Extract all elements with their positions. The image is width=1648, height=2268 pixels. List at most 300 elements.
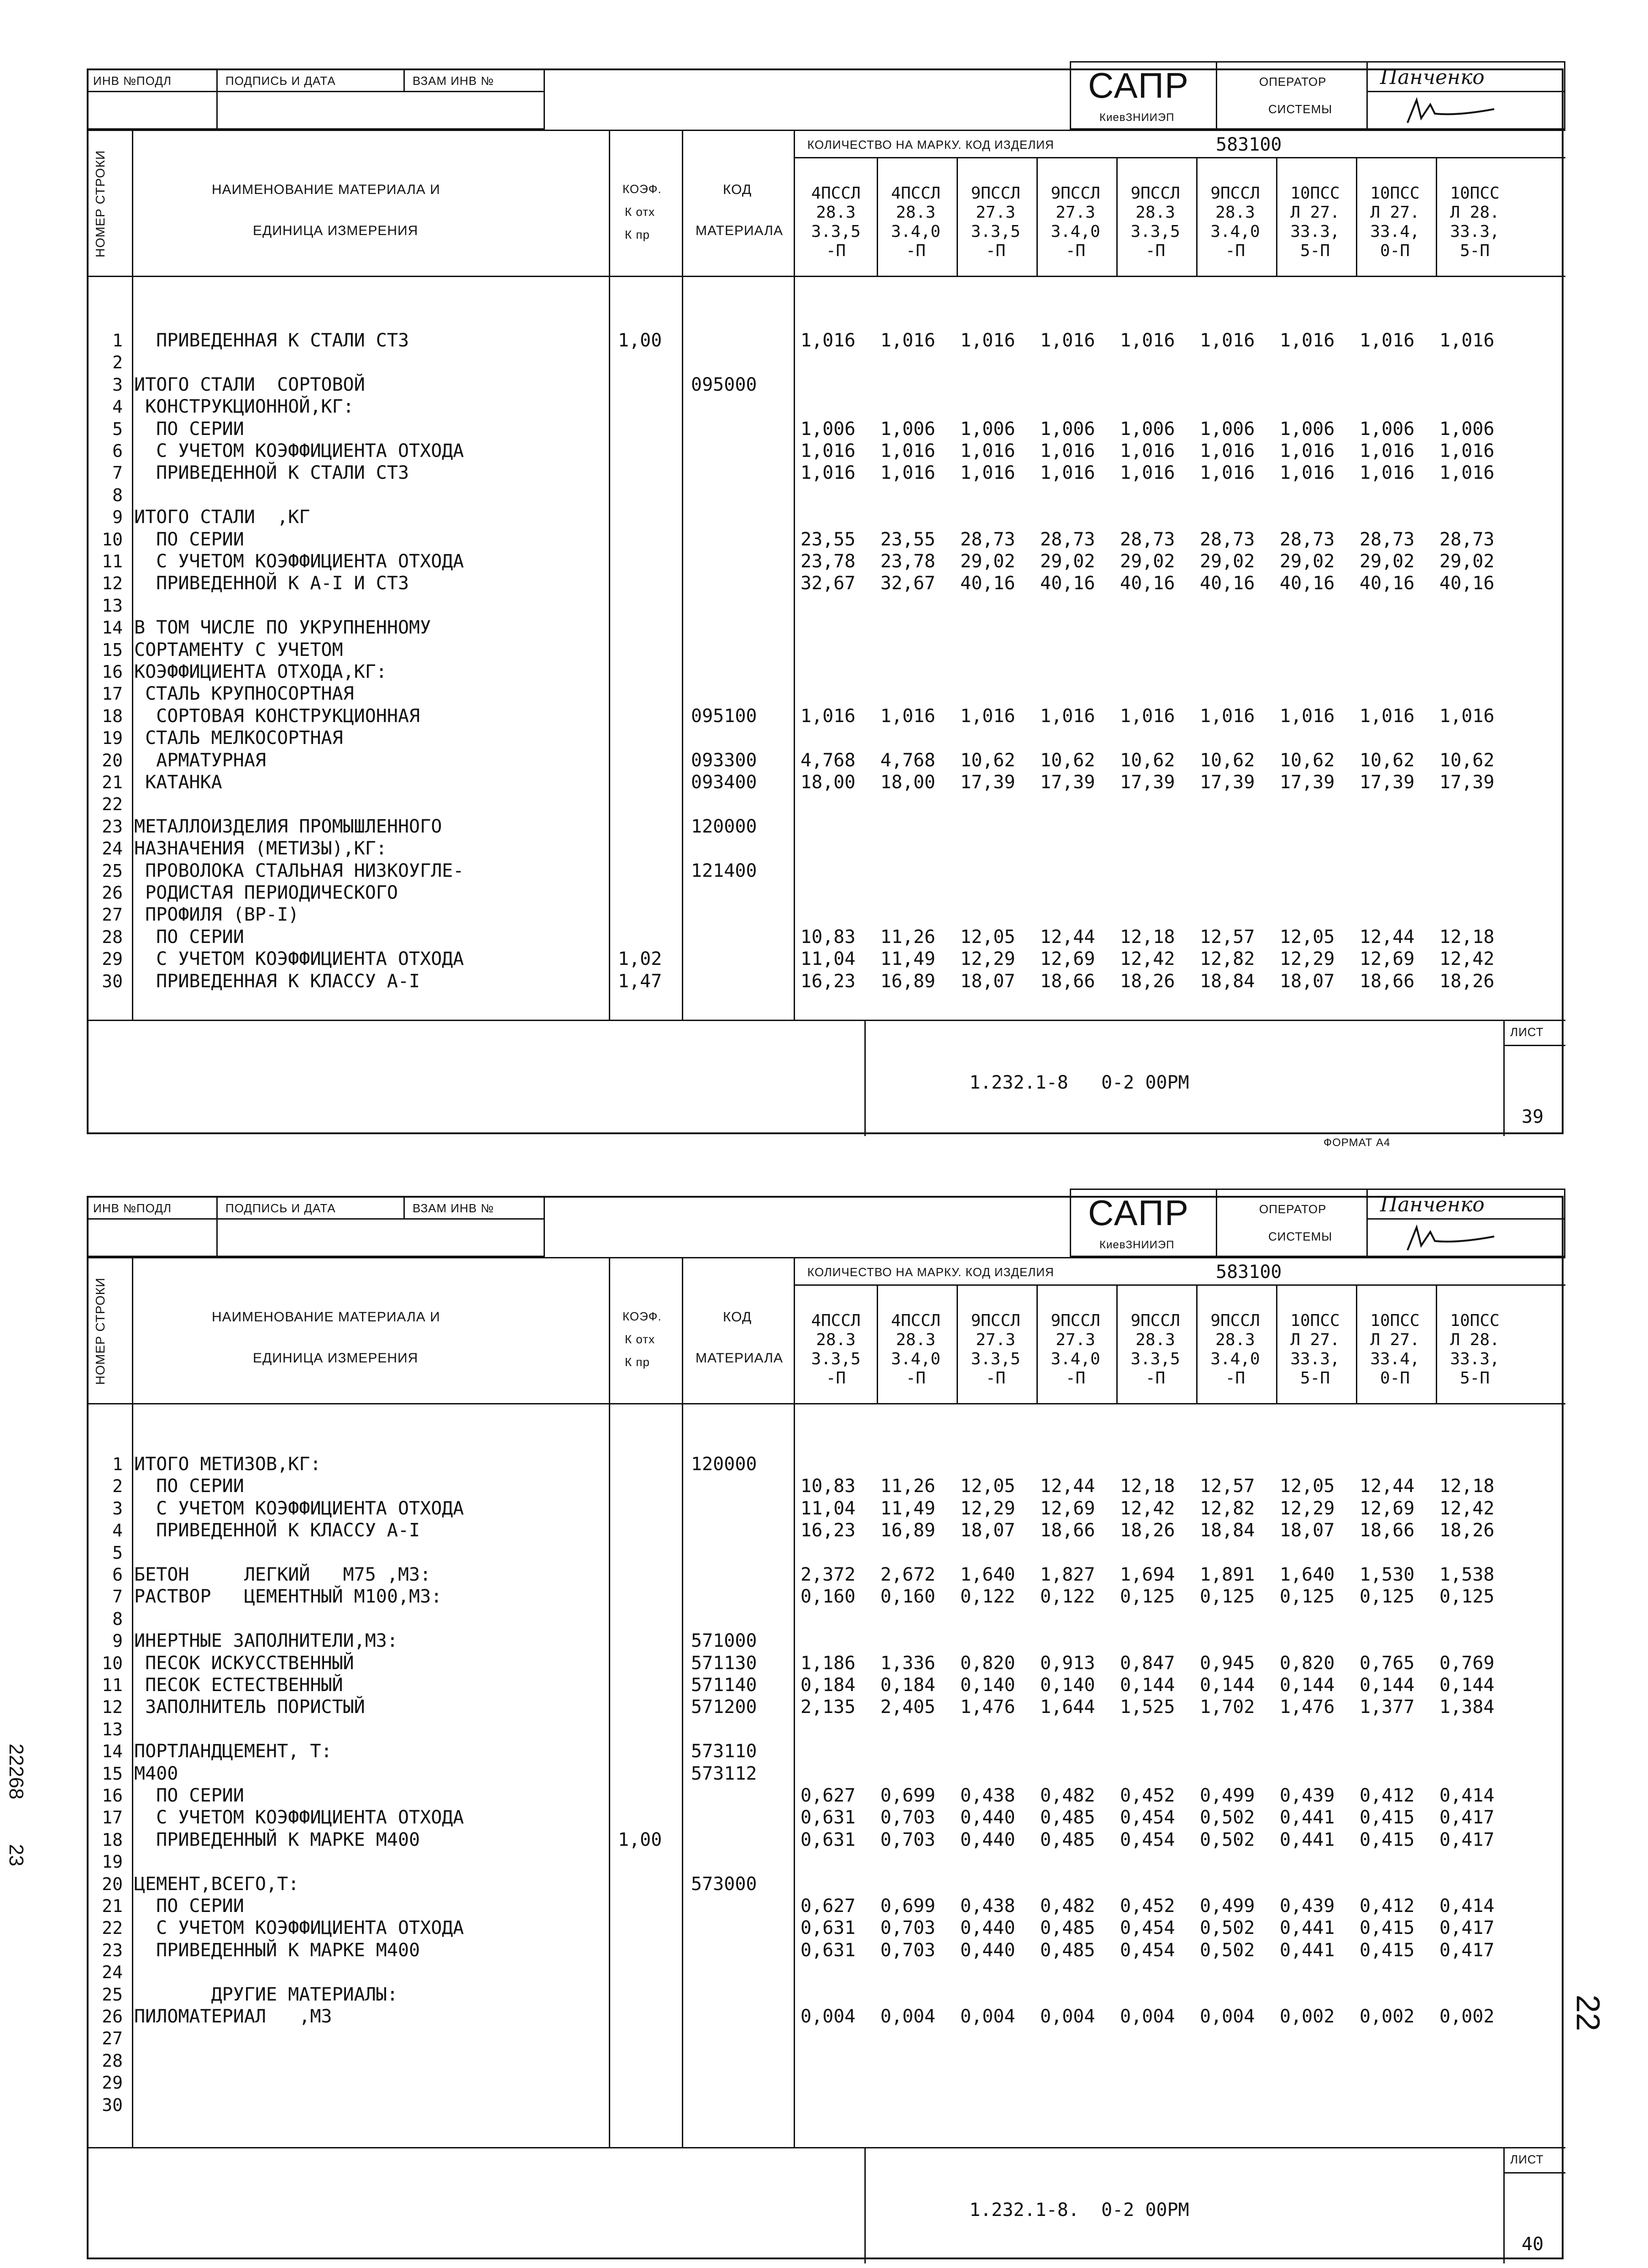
material-code: 573112 [691, 1763, 757, 1784]
quantity-value: 1,006 [880, 418, 936, 440]
product-column-header: 3.3,5 [1130, 1350, 1180, 1368]
quantity-value: 12,05 [960, 1476, 1015, 1497]
quantity-value: 12,29 [1280, 1498, 1335, 1519]
quantity-value: 0,699 [880, 1896, 936, 1917]
coef-header-2: К отх [625, 205, 655, 219]
row-number: 11 [102, 1675, 123, 1695]
product-column-header: 3.4,0 [1051, 222, 1100, 241]
material-header-2: ЕДИНИЦА ИЗМЕРЕНИЯ [253, 223, 419, 238]
row-number: 25 [102, 1984, 123, 2005]
product-column-header: -П [985, 241, 1006, 260]
quantity-value: 0,631 [800, 1807, 856, 1828]
quantity-value: 0,415 [1360, 1939, 1415, 1961]
row-number: 30 [102, 971, 123, 991]
material-name: ПРОВОЛОКА СТАЛЬНАЯ НИЗКОУГЛЕ- [134, 860, 464, 881]
product-column-header: -П [1065, 1369, 1086, 1388]
product-column-header: -П [1225, 241, 1245, 260]
product-column-header: 3.3,5 [811, 222, 861, 241]
quantity-value: 0,699 [880, 1785, 936, 1806]
signature-scribble [1403, 95, 1503, 127]
quantity-value: 0,002 [1280, 2006, 1335, 2027]
quantity-value: 0,440 [960, 1939, 1015, 1961]
format-label: ФОРМАТ А4 [1324, 1137, 1391, 1149]
quantity-value: 1,006 [1120, 418, 1175, 440]
quantity-value: 18,07 [960, 1520, 1015, 1541]
quantity-value: 28,73 [960, 529, 1015, 550]
quantity-value: 18,07 [1280, 1520, 1335, 1541]
quantity-value: 1,016 [1200, 440, 1255, 461]
quantity-value: 12,29 [960, 948, 1015, 970]
material-name: ПО СЕРИИ [134, 1896, 244, 1917]
quantity-value: 0,140 [960, 1675, 1015, 1696]
row-number: 18 [102, 1829, 123, 1850]
row-number: 10 [102, 1653, 123, 1673]
quantity-value: 12,57 [1200, 926, 1255, 948]
material-name: ПИЛОМАТЕРИАЛ ,М3 [134, 2006, 332, 2027]
quantity-value: 11,26 [880, 1476, 936, 1497]
quantity-value: 32,67 [880, 573, 936, 594]
quantity-value: 1,016 [1360, 705, 1415, 727]
product-column-header: -П [1145, 1369, 1166, 1388]
material-name: ПО СЕРИИ [134, 926, 244, 948]
product-column-header: 28.3 [896, 1330, 936, 1349]
product-column-header: 10ПСС [1370, 184, 1420, 203]
product-column-header: 9ПССЛ [971, 184, 1020, 203]
quantity-value: 1,016 [800, 440, 856, 461]
quantity-value: 10,62 [1360, 749, 1415, 771]
quantity-value: 1,016 [880, 440, 936, 461]
quantity-value: 1,694 [1120, 1564, 1175, 1585]
quantity-value: 1,006 [960, 418, 1015, 440]
row-number: 1 [112, 330, 123, 351]
sapr-title: САПР [1088, 1193, 1189, 1233]
product-code: 583100 [1216, 1262, 1282, 1283]
quantity-value: 18,26 [1439, 970, 1495, 992]
product-column-header: Л 27. [1290, 1330, 1340, 1349]
quantity-value: 12,44 [1360, 926, 1415, 948]
quantity-value: 0,820 [1280, 1652, 1335, 1674]
quantity-value: 18,00 [800, 772, 856, 793]
quantity-value: 10,62 [1439, 749, 1495, 771]
quantity-value: 0,703 [880, 1807, 936, 1828]
product-column-header: -П [905, 241, 926, 260]
coefficient: 1,00 [618, 330, 662, 351]
product-column-header: 10ПСС [1450, 1311, 1500, 1330]
row-number: 23 [102, 816, 123, 837]
product-column-header: 5-П [1300, 1369, 1330, 1388]
row-number: 21 [102, 1896, 123, 1916]
coef-header-2: К отх [625, 1332, 655, 1346]
material-code: 120000 [691, 1454, 757, 1475]
product-column-header: -П [826, 241, 846, 260]
quantity-value: 12,05 [1280, 1476, 1335, 1497]
quantity-value: 11,04 [800, 948, 856, 970]
quantity-value: 0,417 [1439, 1807, 1495, 1828]
material-name: РАСТВОР ЦЕМЕНТНЫЙ М100,М3: [134, 1586, 442, 1608]
product-column-header: 27.3 [1056, 1330, 1095, 1349]
product-column-header: 4ПССЛ [891, 184, 941, 203]
sign-label: ПОДПИСЬ И ДАТА [225, 74, 336, 88]
coef-header-1: КОЭФ. [623, 1309, 662, 1323]
quantity-value: 0,122 [960, 1586, 1015, 1608]
row-number: 8 [112, 485, 123, 505]
quantity-value: 2,672 [880, 1564, 936, 1585]
material-name: ПРИВЕДЕННАЯ К КЛАССУ А-I [134, 970, 420, 992]
quantity-value: 11,49 [880, 1498, 936, 1519]
code-header-2: МАТЕРИАЛА [696, 1351, 783, 1366]
material-header-1: НАИМЕНОВАНИЕ МАТЕРИАЛА И [212, 1309, 440, 1325]
quantity-value: 1,016 [1120, 462, 1175, 484]
row-number: 22 [102, 794, 123, 815]
quantity-value: 17,39 [960, 772, 1015, 793]
quantity-value: 0,454 [1120, 1829, 1175, 1850]
product-column-header: 28.3 [1215, 203, 1255, 222]
material-header-1: НАИМЕНОВАНИЕ МАТЕРИАЛА И [212, 182, 440, 197]
material-name: В ТОМ ЧИСЛЕ ПО УКРУПНЕННОМУ [134, 617, 431, 639]
quantity-value: 0,502 [1200, 1807, 1255, 1828]
quantity-value: 18,07 [1280, 970, 1335, 992]
quantity-value: 0,769 [1439, 1652, 1495, 1674]
quantity-value: 1,006 [1200, 418, 1255, 440]
row-number: 17 [102, 684, 123, 704]
operator-signature: Панченко [1380, 66, 1485, 89]
quantity-value: 0,631 [800, 1939, 856, 1961]
product-column-header: 33.3, [1290, 1350, 1340, 1368]
row-number-header: НОМЕР СТРОКИ [93, 150, 107, 257]
quantity-value: 16,89 [880, 1520, 936, 1541]
quantity-value: 1,016 [800, 462, 856, 484]
product-column-header: 9ПССЛ [1130, 1311, 1180, 1330]
product-column-header: 4ПССЛ [811, 1311, 861, 1330]
quantity-value: 1,336 [880, 1652, 936, 1674]
material-name: С УЧЕТОМ КОЭФФИЦИЕНТА ОТХОДА [134, 440, 464, 461]
quantity-value: 12,42 [1120, 1498, 1175, 1519]
row-number: 4 [112, 1520, 123, 1541]
product-column-header: -П [1225, 1369, 1245, 1388]
quantity-value: 0,144 [1280, 1675, 1335, 1696]
product-column-header: 3.4,0 [1210, 1350, 1260, 1368]
quantity-value: 0,482 [1040, 1896, 1095, 1917]
code-header-1: КОД [723, 182, 752, 197]
product-column-header: 33.3, [1290, 222, 1340, 241]
quantity-value: 1,016 [880, 705, 936, 727]
quantity-value: 0,414 [1439, 1785, 1495, 1806]
product-column-header: Л 28. [1450, 203, 1500, 222]
quantity-value: 11,49 [880, 948, 936, 970]
quantity-value: 2,405 [880, 1697, 936, 1718]
material-name: ДРУГИЕ МАТЕРИАЛЫ: [134, 1984, 398, 2005]
quantity-value: 0,499 [1200, 1785, 1255, 1806]
quantity-value: 0,502 [1200, 1939, 1255, 1961]
quantity-value: 10,62 [1280, 749, 1335, 771]
quantity-value: 0,004 [1120, 2006, 1175, 2027]
product-column-header: 5-П [1460, 1369, 1490, 1388]
coefficient: 1,02 [618, 948, 662, 970]
row-number: 15 [102, 639, 123, 660]
document-code: 1.232.1-8 0-2 00РМ [969, 1072, 1189, 1093]
quantity-value: 1,640 [960, 1564, 1015, 1585]
material-name: ИТОГО МЕТИЗОВ,КГ: [134, 1454, 321, 1475]
row-number: 1 [112, 1454, 123, 1474]
quantity-value: 1,006 [1360, 418, 1415, 440]
product-column-header: 3.3,5 [1130, 222, 1180, 241]
product-column-header: 3.3,5 [811, 1350, 861, 1368]
material-code: 571130 [691, 1652, 757, 1674]
row-number: 19 [102, 728, 123, 749]
quantity-value: 0,631 [800, 1917, 856, 1939]
quantity-value: 1,016 [1120, 705, 1175, 727]
quantity-value: 28,73 [1439, 529, 1495, 550]
product-column-header: 10ПСС [1290, 184, 1340, 203]
quantity-value: 0,452 [1120, 1785, 1175, 1806]
quantity-value: 17,39 [1040, 772, 1095, 793]
quantity-value: 0,454 [1120, 1939, 1175, 1961]
row-number: 26 [102, 2006, 123, 2027]
system-label: СИСТЕМЫ [1268, 1230, 1333, 1243]
quantity-value: 12,69 [1040, 1498, 1095, 1519]
product-column-header: -П [905, 1369, 926, 1388]
quantity-value: 1,016 [1280, 330, 1335, 351]
product-column-header: 28.3 [1135, 1330, 1175, 1349]
product-column-header: -П [1065, 241, 1086, 260]
material-name: КОЭФФИЦИЕНТА ОТХОДА,КГ: [134, 661, 387, 682]
quantity-value: 2,135 [800, 1697, 856, 1718]
quantity-value: 17,39 [1200, 772, 1255, 793]
quantity-value: 12,05 [1280, 926, 1335, 948]
material-code: 571140 [691, 1675, 757, 1696]
quantity-value: 0,440 [960, 1917, 1015, 1939]
quantity-value: 0,452 [1120, 1896, 1175, 1917]
row-number: 14 [102, 618, 123, 638]
row-number: 10 [102, 529, 123, 550]
coefficient: 1,47 [618, 970, 662, 992]
row-number: 7 [112, 1587, 123, 1607]
product-column-header: Л 27. [1290, 203, 1340, 222]
quantity-value: 1,016 [1040, 330, 1095, 351]
quantity-value: 1,016 [1040, 462, 1095, 484]
product-column-header: 27.3 [1056, 203, 1095, 222]
quantity-value: 0,441 [1280, 1807, 1335, 1828]
quantity-value: 1,186 [800, 1652, 856, 1674]
code-header-2: МАТЕРИАЛА [696, 223, 783, 238]
quantity-value: 4,768 [880, 749, 936, 771]
quantity-value: 18,26 [1120, 1520, 1175, 1541]
quantity-value: 0,002 [1439, 2006, 1495, 2027]
quantity-value: 0,160 [800, 1586, 856, 1608]
row-number: 6 [112, 1565, 123, 1585]
quantity-value: 0,415 [1360, 1829, 1415, 1850]
sheet-40 [87, 1193, 1564, 2259]
product-column-header: 33.4, [1370, 222, 1420, 241]
quantity-value: 0,441 [1280, 1917, 1335, 1939]
material-code: 573000 [691, 1873, 757, 1895]
quantity-value: 17,39 [1120, 772, 1175, 793]
product-column-header: 9ПССЛ [1210, 1311, 1260, 1330]
material-name: КАТАНКА [134, 772, 222, 793]
sign-label: ПОДПИСЬ И ДАТА [225, 1201, 336, 1215]
product-column-header: -П [1145, 241, 1166, 260]
material-name: СОРТАМЕНТУ С УЧЕТОМ [134, 639, 343, 660]
row-number: 12 [102, 573, 123, 594]
row-number: 25 [102, 860, 123, 881]
material-name: ИТОГО СТАЛИ ,КГ [134, 507, 310, 528]
sheet-label: ЛИСТ [1510, 2153, 1544, 2166]
quantity-value: 32,67 [800, 573, 856, 594]
quantity-value: 0,184 [800, 1675, 856, 1696]
quantity-value: 28,73 [1280, 529, 1335, 550]
quantity-value: 0,485 [1040, 1829, 1095, 1850]
product-column-header: 27.3 [976, 203, 1015, 222]
quantity-value: 0,913 [1040, 1652, 1095, 1674]
row-number: 29 [102, 2073, 123, 2093]
quantity-value: 12,69 [1040, 948, 1095, 970]
quantity-value: 0,703 [880, 1917, 936, 1939]
quantity-value: 12,42 [1439, 1498, 1495, 1519]
quantity-value: 1,891 [1200, 1564, 1255, 1585]
material-name: С УЧЕТОМ КОЭФФИЦИЕНТА ОТХОДА [134, 1807, 464, 1828]
quantity-value: 0,441 [1280, 1939, 1335, 1961]
quantity-value: 0,125 [1439, 1586, 1495, 1608]
quantity-value: 10,62 [960, 749, 1015, 771]
quantity-value: 0,440 [960, 1807, 1015, 1828]
material-name: ПО СЕРИИ [134, 418, 244, 440]
quantity-value: 0,004 [800, 2006, 856, 2027]
quantity-value: 1,016 [1360, 330, 1415, 351]
side-page-number: 23 [5, 1844, 27, 1866]
quantity-value: 1,016 [1439, 705, 1495, 727]
quantity-value: 0,412 [1360, 1896, 1415, 1917]
row-number: 7 [112, 463, 123, 483]
quantity-value: 4,768 [800, 749, 856, 771]
quantity-value: 0,415 [1360, 1807, 1415, 1828]
quantity-value: 0,417 [1439, 1939, 1495, 1961]
material-name: ПРИВЕДЕННОЙ К СТАЛИ СТ3 [134, 462, 409, 484]
row-number: 8 [112, 1608, 123, 1629]
product-column-header: 5-П [1460, 241, 1490, 260]
quantity-value: 12,18 [1439, 926, 1495, 948]
row-number: 23 [102, 1940, 123, 1960]
quantity-value: 0,703 [880, 1939, 936, 1961]
quantity-value: 17,39 [1439, 772, 1495, 793]
material-name: ЦЕМЕНТ,ВСЕГО,Т: [134, 1873, 299, 1895]
qty-header: КОЛИЧЕСТВО НА МАРКУ. КОД ИЗДЕЛИЯ [807, 1265, 1054, 1279]
product-column-header: 9ПССЛ [1130, 184, 1180, 203]
quantity-value: 0,485 [1040, 1939, 1095, 1961]
code-header-1: КОД [723, 1309, 752, 1325]
product-column-header: 33.4, [1370, 1350, 1420, 1368]
quantity-value: 1,016 [880, 462, 936, 484]
material-name: ПОРТЛАНДЦЕМЕНТ, Т: [134, 1741, 332, 1762]
row-number: 30 [102, 2095, 123, 2115]
quantity-value: 12,44 [1040, 926, 1095, 948]
quantity-value: 1,016 [960, 462, 1015, 484]
operator-label: ОПЕРАТОР [1259, 75, 1327, 89]
row-number: 2 [112, 1476, 123, 1497]
quantity-value: 28,73 [1120, 529, 1175, 550]
product-column-header: 3.3,5 [971, 1350, 1020, 1368]
quantity-value: 0,439 [1280, 1896, 1335, 1917]
row-number: 29 [102, 949, 123, 969]
row-number: 28 [102, 927, 123, 947]
quantity-value: 1,538 [1439, 1564, 1495, 1585]
quantity-value: 0,125 [1200, 1586, 1255, 1608]
quantity-value: 1,525 [1120, 1697, 1175, 1718]
sapr-org: КиевЗНИИЭП [1099, 1239, 1175, 1251]
quantity-value: 0,004 [880, 2006, 936, 2027]
row-number: 20 [102, 1874, 123, 1894]
sapr-title: САПР [1088, 65, 1189, 105]
material-name: СОРТОВАЯ КОНСТРУКЦИОННАЯ [134, 705, 420, 727]
quantity-value: 0,144 [1120, 1675, 1175, 1696]
quantity-value: 18,66 [1360, 1520, 1415, 1541]
quantity-value: 0,144 [1200, 1675, 1255, 1696]
material-name: С УЧЕТОМ КОЭФФИЦИЕНТА ОТХОДА [134, 1917, 464, 1939]
product-column-header: 9ПССЛ [1051, 184, 1100, 203]
quantity-value: 12,69 [1360, 1498, 1415, 1519]
operator-label: ОПЕРАТОР [1259, 1202, 1327, 1216]
quantity-value: 12,18 [1439, 1476, 1495, 1497]
material-code: 093400 [691, 772, 757, 793]
quantity-value: 1,476 [1280, 1697, 1335, 1718]
product-column-header: -П [826, 1369, 846, 1388]
quantity-value: 12,29 [1280, 948, 1335, 970]
quantity-value: 1,006 [1040, 418, 1095, 440]
quantity-value: 18,26 [1439, 1520, 1495, 1541]
product-column-header: 3.4,0 [891, 222, 941, 241]
quantity-value: 12,18 [1120, 926, 1175, 948]
quantity-value: 10,62 [1040, 749, 1095, 771]
quantity-value: 0,160 [880, 1586, 936, 1608]
quantity-value: 12,42 [1439, 948, 1495, 970]
row-number: 22 [102, 1918, 123, 1938]
row-number: 19 [102, 1852, 123, 1872]
row-number: 21 [102, 772, 123, 792]
quantity-value: 0,454 [1120, 1807, 1175, 1828]
product-column-header: 4ПССЛ [811, 184, 861, 203]
quantity-value: 0,125 [1280, 1586, 1335, 1608]
quantity-value: 0,439 [1280, 1785, 1335, 1806]
coef-header-1: КОЭФ. [623, 182, 662, 196]
vzam-label: ВЗАМ ИНВ № [413, 74, 494, 88]
quantity-value: 16,23 [800, 1520, 856, 1541]
material-code: 093300 [691, 749, 757, 771]
quantity-value: 1,016 [880, 330, 936, 351]
quantity-value: 0,945 [1200, 1652, 1255, 1674]
material-name: ПРОФИЛЯ (ВР-I) [134, 904, 299, 926]
document-code: 1.232.1-8. 0-2 00РМ [969, 2200, 1189, 2221]
quantity-value: 1,827 [1040, 1564, 1095, 1585]
operator-signature: Панченко [1380, 1193, 1485, 1216]
signature-scribble [1403, 1223, 1503, 1255]
quantity-value: 0,417 [1439, 1829, 1495, 1850]
quantity-value: 1,016 [1280, 705, 1335, 727]
material-name: ПРИВЕДЕННАЯ К СТАЛИ СТ3 [134, 330, 409, 351]
quantity-value: 12,82 [1200, 948, 1255, 970]
quantity-value: 10,83 [800, 926, 856, 948]
quantity-value: 1,016 [1280, 440, 1335, 461]
quantity-value: 1,016 [1040, 440, 1095, 461]
quantity-value: 0,417 [1439, 1917, 1495, 1939]
quantity-value: 1,016 [1360, 440, 1415, 461]
quantity-value: 29,02 [1280, 551, 1335, 572]
row-number: 27 [102, 905, 123, 925]
quantity-value: 0,627 [800, 1896, 856, 1917]
system-label: СИСТЕМЫ [1268, 102, 1333, 116]
product-column-header: 3.3,5 [971, 222, 1020, 241]
row-number: 24 [102, 1962, 123, 1983]
row-number: 28 [102, 2050, 123, 2071]
quantity-value: 0,438 [960, 1896, 1015, 1917]
